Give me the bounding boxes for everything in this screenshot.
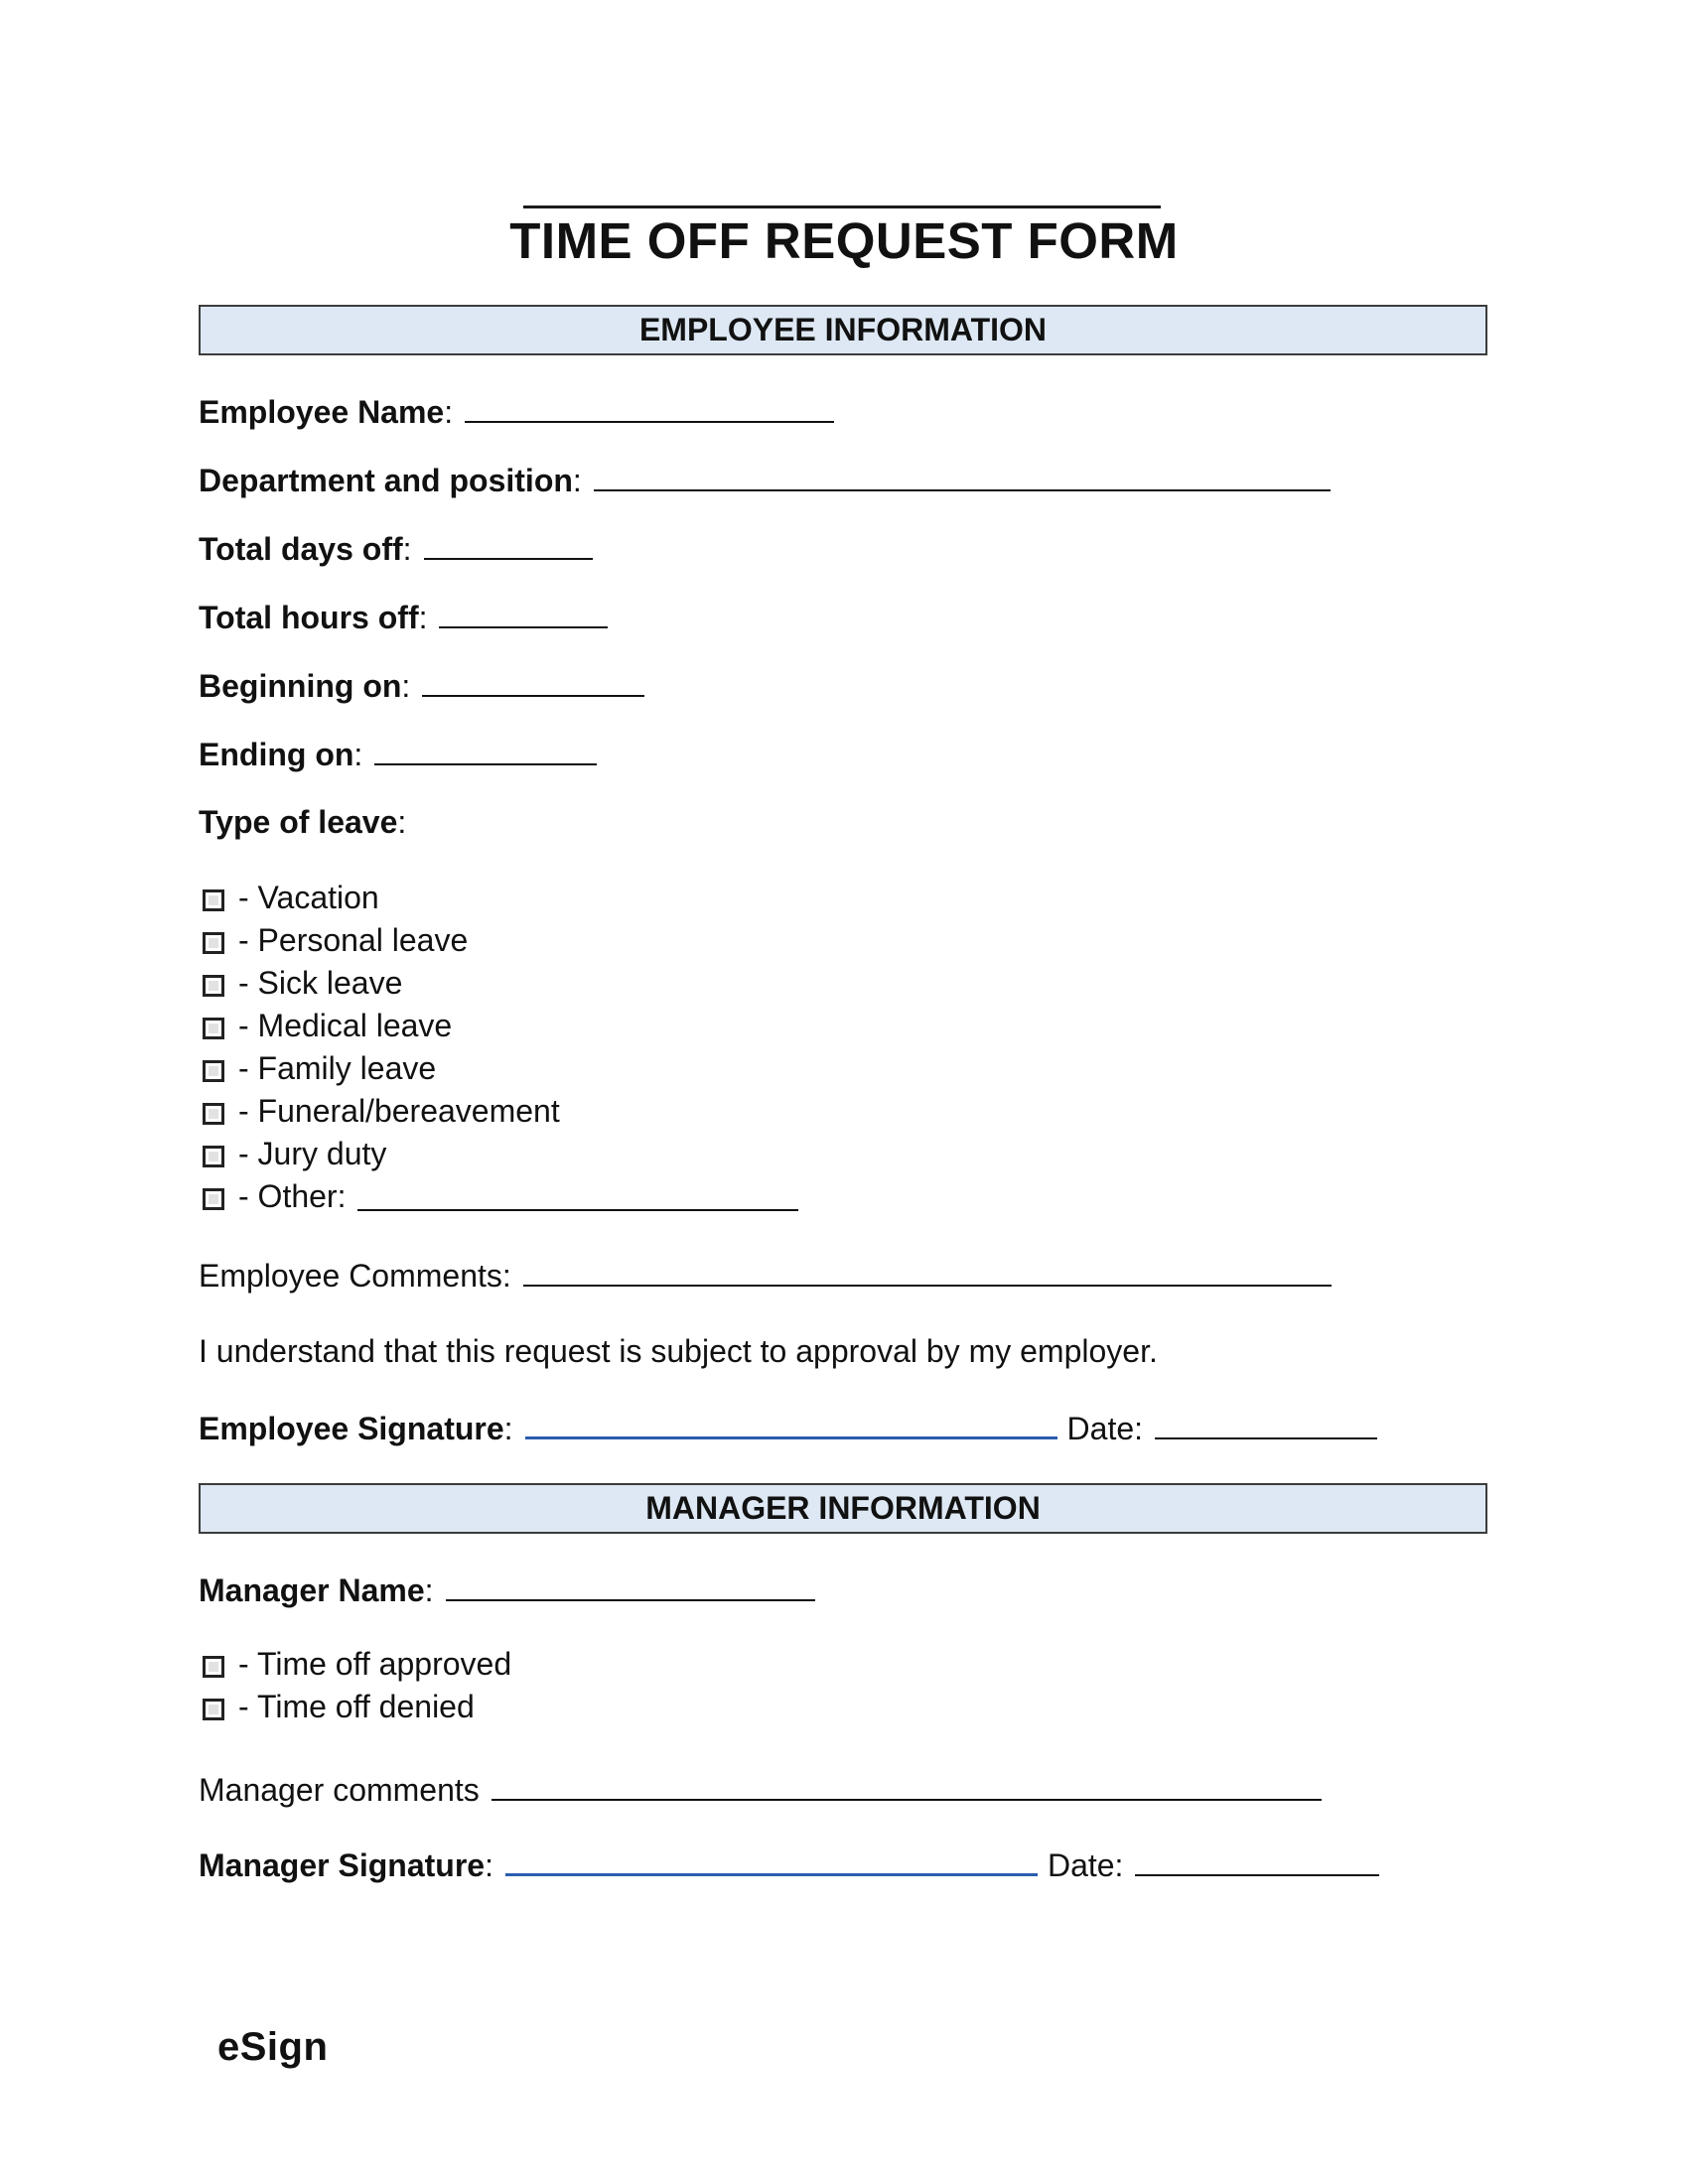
leave-option-label: - Medical leave bbox=[238, 1008, 453, 1043]
department-label: Department and position bbox=[199, 463, 573, 498]
total-days-label: Total days off bbox=[199, 531, 403, 567]
total-days-colon: : bbox=[402, 531, 412, 567]
beginning-on-row bbox=[199, 665, 644, 705]
employee-section-heading: EMPLOYEE INFORMATION bbox=[199, 305, 1487, 355]
checkbox-time-off-denied[interactable] bbox=[203, 1699, 224, 1720]
leave-option-medical bbox=[199, 1005, 452, 1047]
manager-name-colon: : bbox=[424, 1572, 434, 1608]
employee-signature-field[interactable] bbox=[525, 1407, 1057, 1439]
department-field[interactable] bbox=[594, 460, 1331, 491]
decision-option-label: - Time off approved bbox=[238, 1646, 512, 1682]
leave-option-label: - Other: bbox=[238, 1178, 347, 1214]
manager-signature-colon: : bbox=[485, 1847, 493, 1883]
manager-date-label: Date: bbox=[1047, 1847, 1124, 1883]
manager-section-heading: MANAGER INFORMATION bbox=[199, 1483, 1487, 1534]
employee-comments-field[interactable] bbox=[523, 1255, 1332, 1287]
checkbox-time-off-approved[interactable] bbox=[203, 1656, 224, 1678]
total-hours-field[interactable] bbox=[439, 597, 608, 628]
ending-on-row bbox=[199, 734, 597, 773]
employee-name-field[interactable] bbox=[465, 391, 834, 423]
employee-date-label: Date: bbox=[1066, 1411, 1144, 1446]
checkbox-vacation[interactable] bbox=[203, 889, 224, 911]
leave-option-label: - Vacation bbox=[238, 880, 379, 915]
checkbox-family-leave[interactable] bbox=[203, 1060, 224, 1082]
leave-option-jury bbox=[199, 1133, 386, 1175]
checkbox-personal-leave[interactable] bbox=[203, 932, 224, 954]
department-row bbox=[199, 460, 1331, 499]
leave-option-label: - Funeral/bereavement bbox=[238, 1093, 560, 1129]
total-hours-row bbox=[199, 597, 608, 636]
employee-comments-label: Employee Comments: bbox=[199, 1258, 511, 1294]
employee-name-colon: : bbox=[444, 394, 454, 430]
checkbox-jury-duty[interactable] bbox=[203, 1146, 224, 1167]
checkbox-other[interactable] bbox=[203, 1188, 224, 1210]
decision-option-denied bbox=[199, 1686, 475, 1728]
manager-name-label: Manager Name bbox=[199, 1572, 425, 1608]
total-days-field[interactable] bbox=[424, 528, 593, 560]
acknowledgement-text: I understand that this request is subject to approval by my employer. bbox=[199, 1333, 1158, 1369]
employee-signature-row bbox=[199, 1407, 1377, 1446]
total-hours-colon: : bbox=[418, 600, 428, 635]
department-colon: : bbox=[572, 463, 582, 498]
checkbox-medical-leave[interactable] bbox=[203, 1018, 224, 1039]
leave-option-other bbox=[199, 1175, 798, 1218]
esign-logo: eSign bbox=[217, 2025, 329, 2069]
manager-signature-row bbox=[199, 1843, 1379, 1883]
leave-type-label: Type of leave bbox=[199, 804, 398, 840]
manager-signature-label: Manager Signature bbox=[199, 1847, 486, 1883]
manager-name-row bbox=[199, 1570, 815, 1609]
leave-option-label: - Sick leave bbox=[238, 965, 403, 1001]
other-leave-field[interactable] bbox=[357, 1179, 798, 1211]
page-title: TIME OFF REQUEST FORM bbox=[509, 212, 1179, 269]
total-hours-label: Total hours off bbox=[199, 600, 419, 635]
leave-option-label: - Family leave bbox=[238, 1050, 437, 1086]
employee-signature-label: Employee Signature bbox=[199, 1411, 504, 1446]
manager-comments-field[interactable] bbox=[492, 1769, 1322, 1801]
title-rule bbox=[523, 205, 1161, 208]
leave-option-sick bbox=[199, 962, 402, 1005]
manager-comments-label: Manager comments bbox=[199, 1772, 480, 1808]
decision-option-approved bbox=[199, 1643, 511, 1686]
ending-on-field[interactable] bbox=[374, 734, 597, 765]
employee-name-label: Employee Name bbox=[199, 394, 445, 430]
leave-option-vacation bbox=[199, 877, 379, 919]
total-days-row bbox=[199, 528, 593, 568]
ending-on-label: Ending on bbox=[199, 737, 354, 772]
beginning-on-colon: : bbox=[401, 668, 411, 704]
manager-date-field[interactable] bbox=[1135, 1844, 1379, 1876]
employee-comments-row bbox=[199, 1255, 1332, 1295]
leave-option-label: - Personal leave bbox=[238, 922, 469, 958]
employee-name-row bbox=[199, 391, 834, 431]
leave-option-label: - Jury duty bbox=[238, 1136, 387, 1171]
leave-type-colon: : bbox=[397, 804, 407, 840]
manager-name-field[interactable] bbox=[446, 1570, 815, 1601]
employee-date-field[interactable] bbox=[1155, 1408, 1377, 1439]
checkbox-funeral-bereavement[interactable] bbox=[203, 1103, 224, 1125]
decision-option-label: - Time off denied bbox=[238, 1689, 475, 1724]
checkbox-sick-leave[interactable] bbox=[203, 975, 224, 997]
ending-on-colon: : bbox=[353, 737, 363, 772]
leave-option-funeral bbox=[199, 1090, 560, 1133]
beginning-on-field[interactable] bbox=[422, 665, 644, 697]
leave-option-personal bbox=[199, 919, 468, 962]
employee-signature-colon: : bbox=[503, 1411, 513, 1446]
manager-comments-row bbox=[199, 1769, 1322, 1809]
leave-type-row bbox=[199, 802, 406, 842]
leave-option-family bbox=[199, 1047, 436, 1090]
beginning-on-label: Beginning on bbox=[199, 668, 402, 704]
manager-signature-field[interactable] bbox=[505, 1843, 1038, 1876]
